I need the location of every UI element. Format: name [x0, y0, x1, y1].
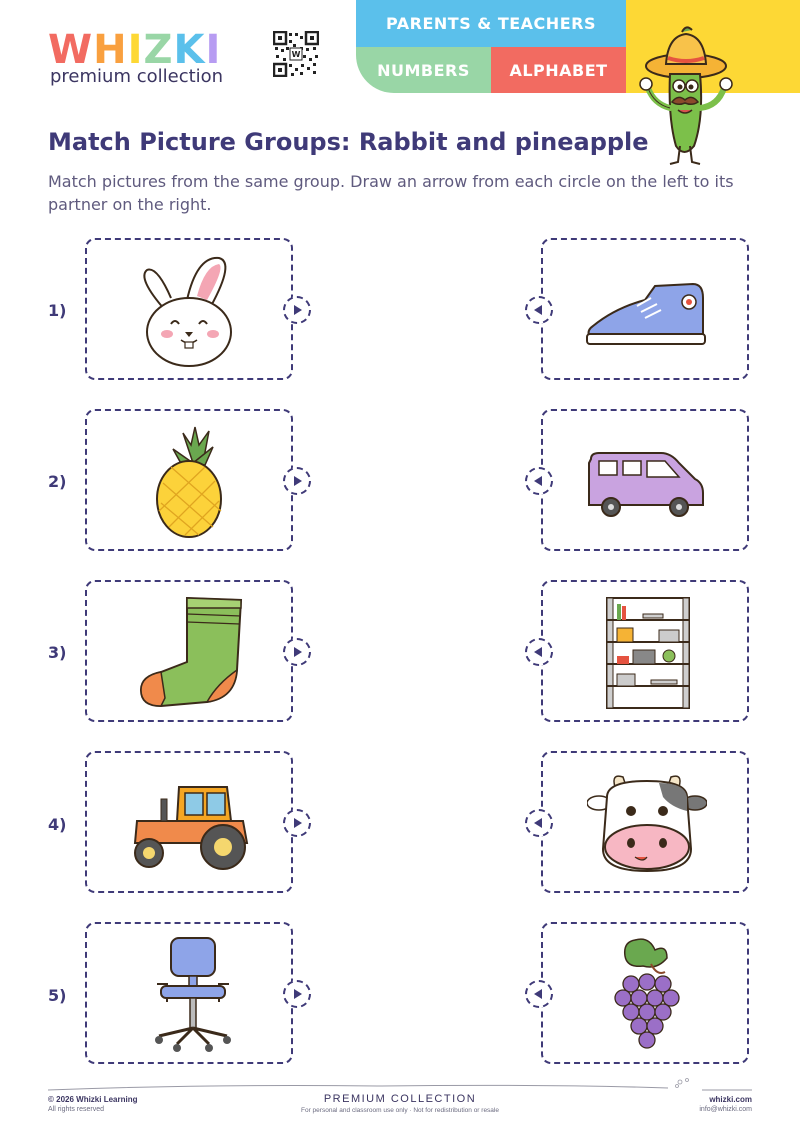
- qr-code-icon: [273, 31, 319, 77]
- sock-icon: [137, 594, 247, 714]
- right-circle-3[interactable]: [525, 638, 553, 666]
- cow-icon: [587, 767, 707, 879]
- tractor-icon: [131, 781, 253, 873]
- left-circle-3[interactable]: [283, 638, 311, 666]
- footer-notice: For personal and classroom use only · Not for redistribution or resale: [301, 1107, 499, 1114]
- footer-copyright: © 2026 Whizki Learning: [48, 1095, 138, 1104]
- left-card: [85, 238, 293, 380]
- rabbit-icon: [127, 248, 257, 372]
- row-number: 3): [48, 643, 67, 662]
- logo-letter: I: [127, 27, 144, 73]
- logo-letter: W: [48, 27, 94, 73]
- instructions: Match pictures from the same group. Draw an arrow from each circle on the left to its partner on the right.: [48, 172, 734, 214]
- whizki-logo: [48, 27, 222, 73]
- svg-text:W: W: [291, 50, 301, 59]
- left-circle-4[interactable]: [283, 809, 311, 837]
- left-circle-2[interactable]: [283, 467, 311, 495]
- alphabet-button[interactable]: ALPHABET: [491, 47, 626, 93]
- right-card: [541, 580, 749, 722]
- logo-letter: H: [93, 27, 128, 73]
- logo-letter: K: [173, 27, 206, 73]
- left-circle-5[interactable]: [283, 980, 311, 1008]
- right-circle-5[interactable]: [525, 980, 553, 1008]
- row-number: 5): [48, 986, 67, 1005]
- row-number: 1): [48, 301, 67, 320]
- van-icon: [585, 449, 709, 519]
- grapes-icon: [609, 936, 689, 1054]
- parents-teachers-button[interactable]: PARENTS & TEACHERS: [356, 0, 626, 47]
- right-card: [541, 238, 749, 380]
- footer-rights: All rights reserved: [48, 1106, 105, 1113]
- bookshelf-icon: [603, 594, 693, 712]
- logo-letter: Z: [143, 27, 174, 73]
- pineapple-icon: [143, 423, 243, 543]
- footer-site-link[interactable]: whizki.com: [709, 1095, 752, 1104]
- logo-subtitle: premium collection: [50, 66, 224, 87]
- office-chair-icon: [153, 936, 233, 1056]
- footer-email-link[interactable]: info@whizki.com: [699, 1106, 752, 1113]
- page-title: Match Picture Groups: Rabbit and pineapple: [48, 128, 649, 156]
- right-circle-2[interactable]: [525, 467, 553, 495]
- right-card: [541, 922, 749, 1064]
- right-circle-4[interactable]: [525, 809, 553, 837]
- left-circle-1[interactable]: [283, 296, 311, 324]
- left-card: [85, 580, 293, 722]
- numbers-button[interactable]: NUMBERS: [356, 47, 491, 93]
- left-card: [85, 922, 293, 1064]
- left-card: [85, 409, 293, 551]
- logo-letter: I: [205, 27, 222, 73]
- sneaker-icon: [585, 278, 709, 352]
- row-number: 4): [48, 815, 67, 834]
- footer-collection: PREMIUM COLLECTION: [323, 1093, 477, 1105]
- right-card: [541, 751, 749, 893]
- right-card: [541, 409, 749, 551]
- left-card: [85, 751, 293, 893]
- row-number: 2): [48, 472, 67, 491]
- right-circle-1[interactable]: [525, 296, 553, 324]
